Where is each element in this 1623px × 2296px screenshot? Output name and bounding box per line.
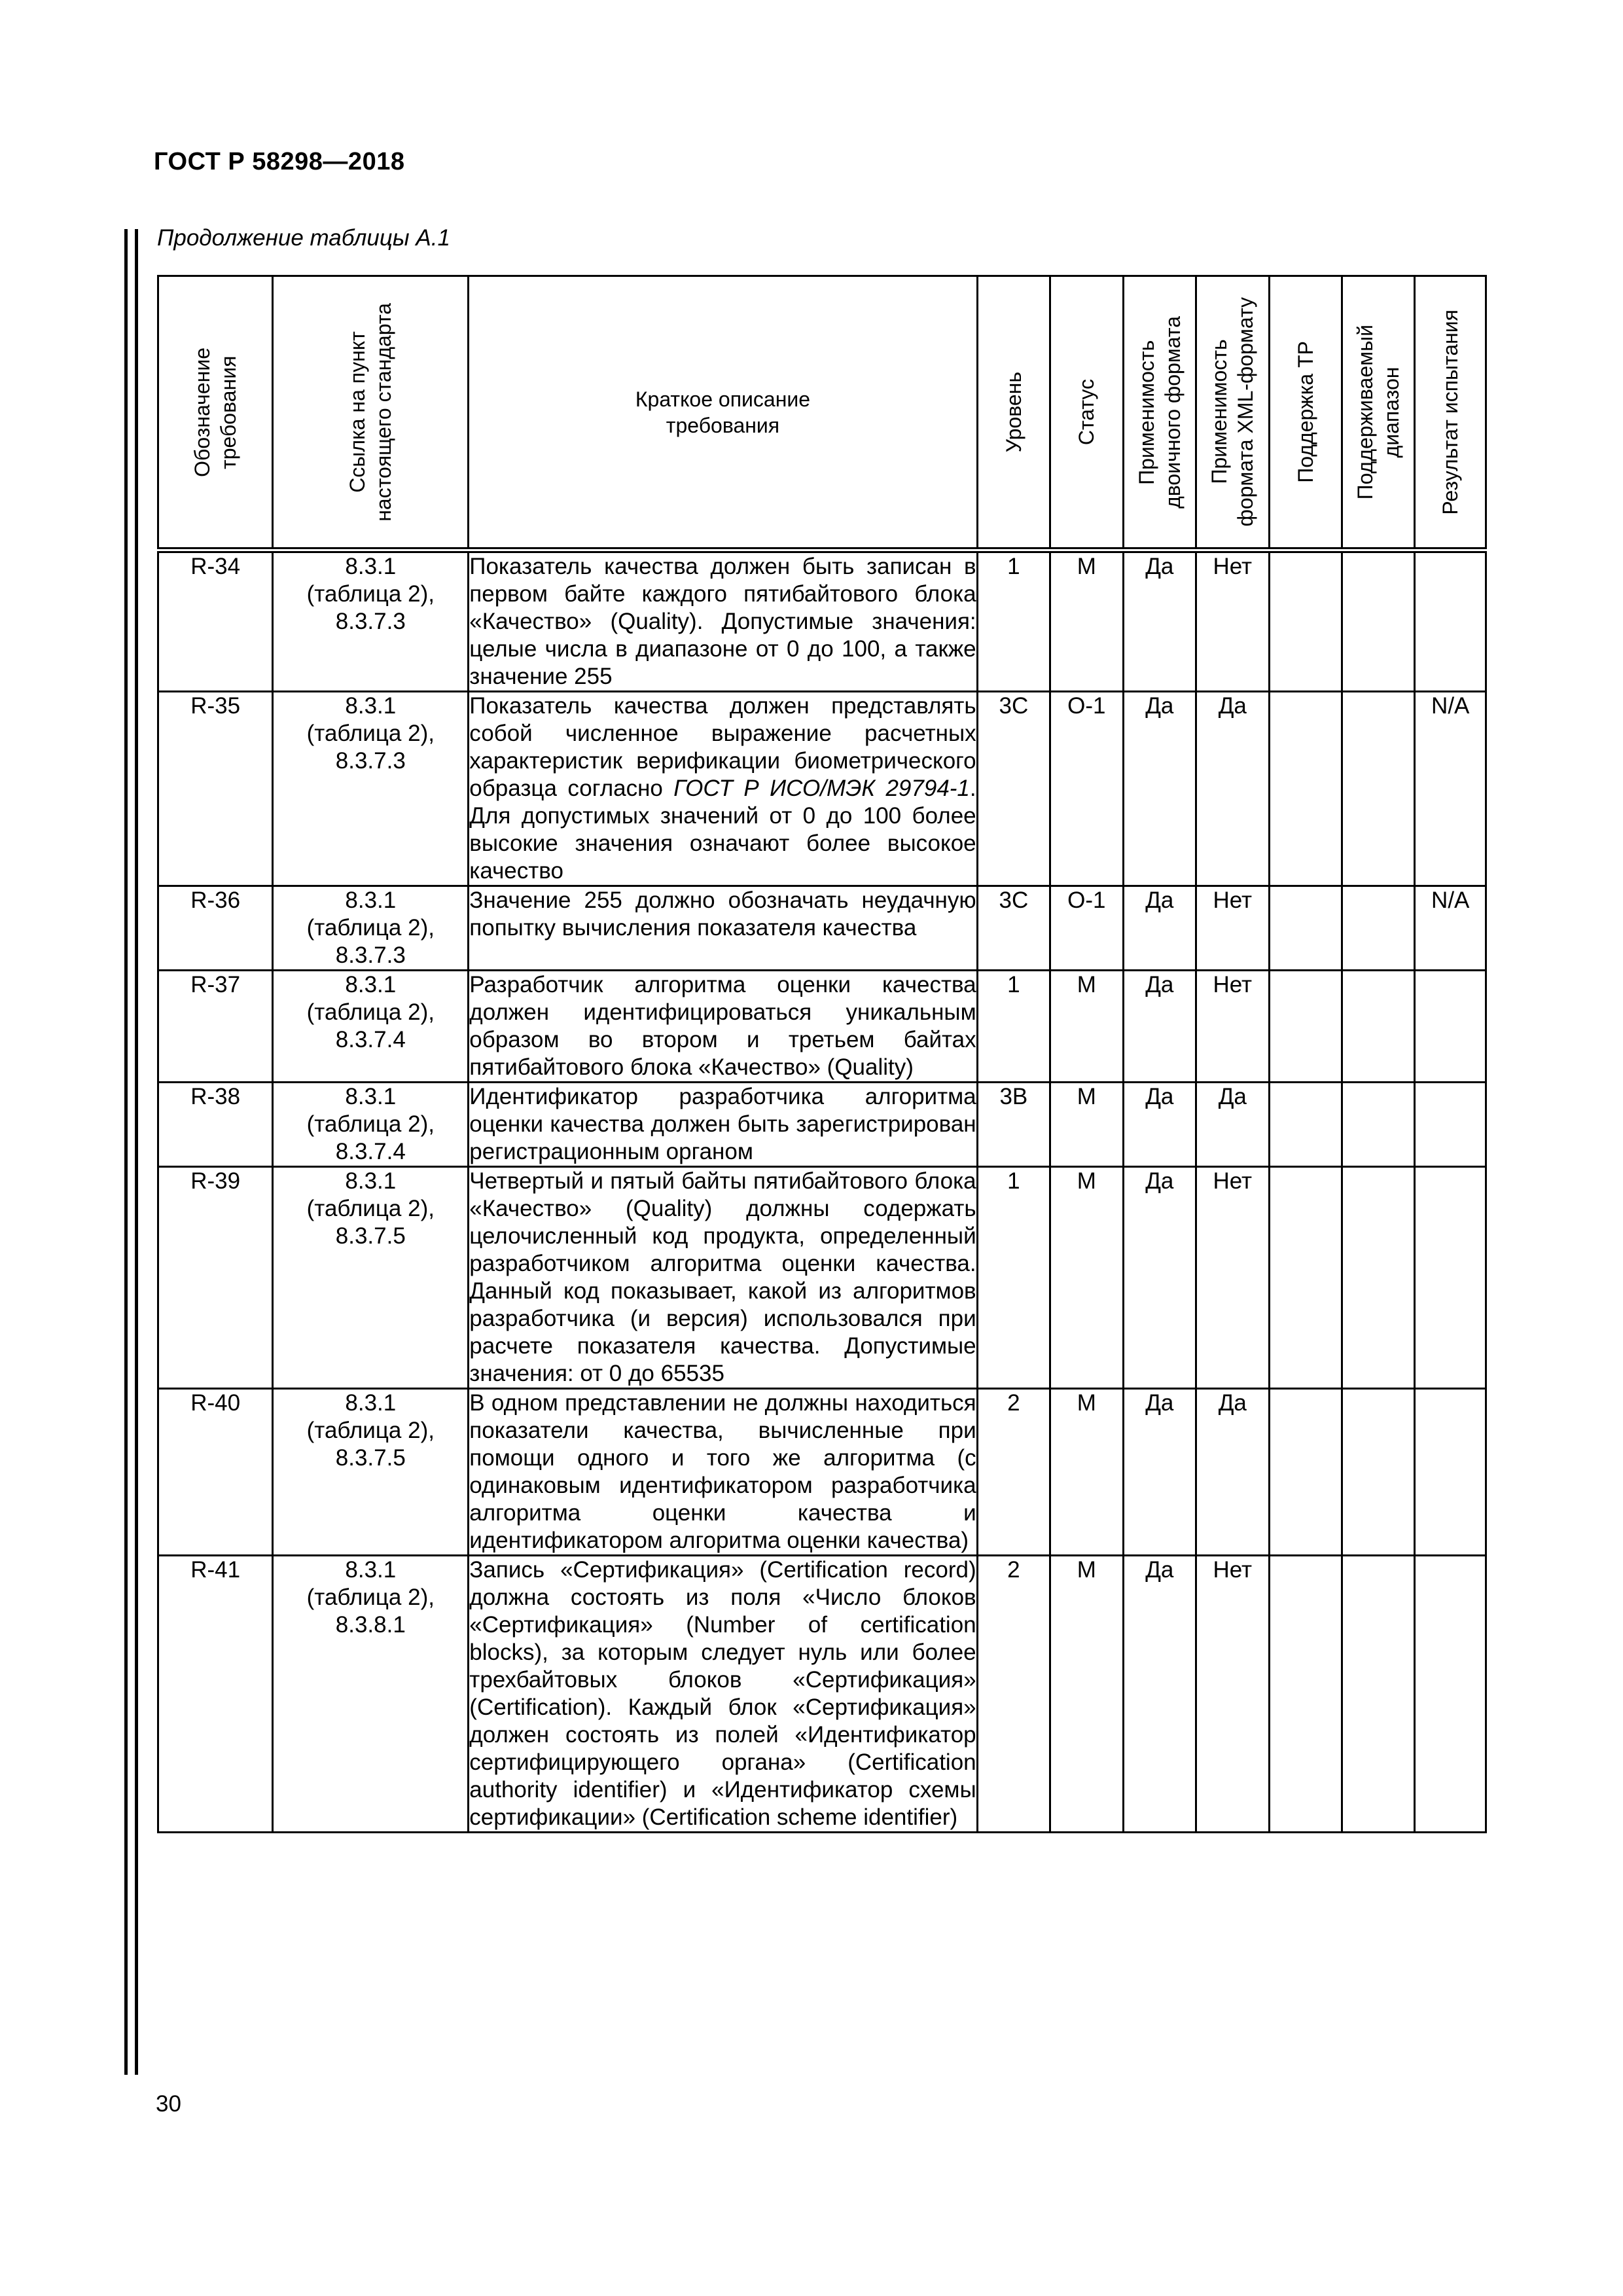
col-header-ref: Ссылка на пункт настоящего стандарта	[273, 276, 469, 550]
col-header-range: Поддерживаемый диапазон	[1342, 276, 1414, 550]
col-header-result: Результат испытания	[1415, 276, 1486, 550]
cell-result	[1415, 1083, 1486, 1167]
cell-range	[1342, 1167, 1414, 1389]
cell-ref: 8.3.1 (таблица 2), 8.3.7.5	[273, 1389, 469, 1556]
table-row	[158, 886, 1486, 971]
cell-level: 3В	[977, 1083, 1050, 1167]
cell-xml: Нет	[1196, 971, 1269, 1083]
cell-level: 3С	[977, 692, 1050, 886]
cell-ref: 8.3.1 (таблица 2), 8.3.7.5	[273, 1167, 469, 1389]
cell-desc: В одном представлении не должны находиться показатели качества, вычисленные при помощи одного и того же алгоритма (с одинаковым идентификатором разработчика алгоритма оценки качества и идентификатором алгоритма оценки качества)	[469, 1389, 977, 1556]
cell-id: R-35	[158, 692, 273, 886]
cell-tp	[1269, 550, 1342, 692]
col-header-level: Уровень	[977, 276, 1050, 550]
cell-binary: Да	[1123, 1083, 1196, 1167]
cell-tp	[1269, 886, 1342, 971]
col-header-desc: Краткое описание требования	[469, 276, 977, 550]
page-number: 30	[156, 2091, 181, 2117]
desc-text: Показатель качества должен представлять собой численное выражение расчетных характеристик верификации биометрического образца согласно	[469, 693, 976, 801]
cell-id: R-41	[158, 1556, 273, 1833]
cell-status: M	[1050, 1389, 1123, 1556]
table-row	[158, 1389, 1486, 1556]
table-row	[158, 971, 1486, 1083]
cell-range	[1342, 1083, 1414, 1167]
col-header-tp: Поддержка ТР	[1269, 276, 1342, 550]
cell-id: R-38	[158, 1083, 273, 1167]
cell-status: О-1	[1050, 692, 1123, 886]
cell-desc: Идентификатор разработчика алгоритма оценки качества должен быть зарегистрирован регистрационным органом	[469, 1083, 977, 1167]
col-header-status: Статус	[1050, 276, 1123, 550]
cell-binary: Да	[1123, 692, 1196, 886]
cell-desc	[469, 692, 977, 886]
cell-result	[1415, 550, 1486, 692]
cell-xml: Да	[1196, 692, 1269, 886]
cell-status: M	[1050, 1167, 1123, 1389]
table-caption: Продолжение таблицы А.1	[157, 225, 450, 251]
cell-level: 2	[977, 1389, 1050, 1556]
change-bar-right	[135, 229, 138, 2075]
cell-range	[1342, 1389, 1414, 1556]
cell-status: О-1	[1050, 886, 1123, 971]
table-row	[158, 692, 1486, 886]
cell-range	[1342, 692, 1414, 886]
cell-ref: 8.3.1 (таблица 2), 8.3.7.4	[273, 1083, 469, 1167]
cell-ref: 8.3.1 (таблица 2), 8.3.7.4	[273, 971, 469, 1083]
cell-ref: 8.3.1 (таблица 2), 8.3.7.3	[273, 886, 469, 971]
cell-status: M	[1050, 1556, 1123, 1833]
cell-result	[1415, 1167, 1486, 1389]
cell-binary: Да	[1123, 1167, 1196, 1389]
cell-result	[1415, 971, 1486, 1083]
table-row	[158, 1083, 1486, 1167]
cell-desc: Запись «Сертификация» (Certification record) должна состоять из поля «Число блоков «Сертификация» (Number of certification blocks), за которым следует нуль или более трехбайтовых блоков «Сертификация» (Certification). Каждый блок «Сертификация» должен состоять из полей «Идентификатор сертифицирующего органа» (Certification authority identifier) и «Идентификатор схемы сертификации» (Certification scheme identifier)	[469, 1556, 977, 1833]
cell-desc: Значение 255 должно обозначать неудачную попытку вычисления показателя качества	[469, 886, 977, 971]
cell-range	[1342, 971, 1414, 1083]
cell-xml: Нет	[1196, 886, 1269, 971]
cell-binary: Да	[1123, 1556, 1196, 1833]
cell-range	[1342, 1556, 1414, 1833]
cell-xml: Нет	[1196, 1167, 1269, 1389]
cell-xml: Нет	[1196, 550, 1269, 692]
cell-tp	[1269, 1083, 1342, 1167]
cell-level: 1	[977, 550, 1050, 692]
cell-xml: Нет	[1196, 1556, 1269, 1833]
cell-status: M	[1050, 1083, 1123, 1167]
change-bar-left	[124, 229, 128, 2075]
cell-tp	[1269, 971, 1342, 1083]
cell-result	[1415, 1556, 1486, 1833]
table-row	[158, 1167, 1486, 1389]
cell-level: 1	[977, 971, 1050, 1083]
cell-xml: Да	[1196, 1083, 1269, 1167]
document-header: ГОСТ Р 58298—2018	[154, 148, 405, 175]
cell-ref: 8.3.1 (таблица 2), 8.3.8.1	[273, 1556, 469, 1833]
table-row	[158, 1556, 1486, 1833]
cell-tp	[1269, 692, 1342, 886]
col-header-xml: Применимость формата XML-формату	[1196, 276, 1269, 550]
cell-binary: Да	[1123, 1389, 1196, 1556]
col-header-id: Обозначение требования	[158, 276, 273, 550]
standard-reference: ГОСТ Р ИСО/МЭК 29794-1	[673, 776, 970, 801]
col-header-binary: Применимость двоичного формата	[1123, 276, 1196, 550]
cell-status: M	[1050, 550, 1123, 692]
cell-id: R-36	[158, 886, 273, 971]
cell-desc: Разработчик алгоритма оценки качества должен идентифицироваться уникальным образом во втором и третьем байтах пятибайтового блока «Качество» (Quality)	[469, 971, 977, 1083]
table-header-row	[158, 276, 1486, 550]
cell-level: 3С	[977, 886, 1050, 971]
cell-binary: Да	[1123, 971, 1196, 1083]
cell-desc: Показатель качества должен быть записан в первом байте каждого пятибайтового блока «Качество» (Quality). Допустимые значения: целые числа в диапазоне от 0 до 100, а также значение 255	[469, 550, 977, 692]
cell-result: N/A	[1415, 692, 1486, 886]
cell-tp	[1269, 1556, 1342, 1833]
cell-id: R-37	[158, 971, 273, 1083]
cell-xml: Да	[1196, 1389, 1269, 1556]
cell-result	[1415, 1389, 1486, 1556]
cell-result: N/A	[1415, 886, 1486, 971]
requirements-table	[157, 275, 1487, 1833]
desc-text: . Для допустимых значений от 0 до 100 более высокие значения означают более высокое качество	[469, 776, 976, 884]
cell-level: 1	[977, 1167, 1050, 1389]
cell-id: R-39	[158, 1167, 273, 1389]
cell-range	[1342, 550, 1414, 692]
cell-level: 2	[977, 1556, 1050, 1833]
cell-binary: Да	[1123, 550, 1196, 692]
cell-id: R-40	[158, 1389, 273, 1556]
cell-tp	[1269, 1167, 1342, 1389]
cell-binary: Да	[1123, 886, 1196, 971]
cell-status: M	[1050, 971, 1123, 1083]
cell-desc: Четвертый и пятый байты пятибайтового блока «Качество» (Quality) должны содержать целочисленный код продукта, определенный разработчиком алгоритма оценки качества. Данный код показывает, какой из алгоритмов разработчика (и версия) использовался при расчете показателя качества. Допустимые значения: от 0 до 65535	[469, 1167, 977, 1389]
cell-tp	[1269, 1389, 1342, 1556]
cell-range	[1342, 886, 1414, 971]
cell-ref: 8.3.1 (таблица 2), 8.3.7.3	[273, 550, 469, 692]
table-row	[158, 550, 1486, 692]
cell-ref: 8.3.1 (таблица 2), 8.3.7.3	[273, 692, 469, 886]
cell-id: R-34	[158, 550, 273, 692]
